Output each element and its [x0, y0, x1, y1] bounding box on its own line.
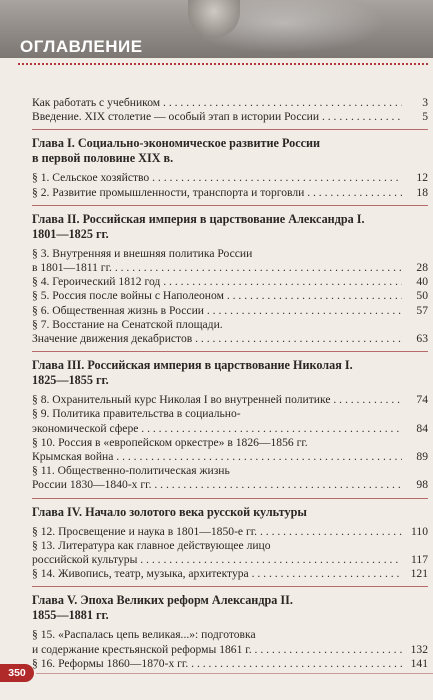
- toc-line: [32, 553, 428, 567]
- chapter-divider: [32, 129, 428, 130]
- toc-page-number: 40: [416, 275, 428, 289]
- toc-entry-text: § 1. Сельское хозяйство . . .: [32, 171, 402, 185]
- toc-section-entry: [32, 464, 428, 492]
- title-dotted-divider: [18, 63, 428, 65]
- chapter-heading: Глава IV. Начало золотого века русской культуры: [32, 504, 307, 519]
- toc-entry-text: § 11. Общественно-политическая жизнь: [32, 464, 230, 478]
- toc-section-entry: [32, 393, 428, 407]
- toc-entry-text: России 1830—1840-х гг. . . .: [32, 478, 402, 492]
- toc-entry-text: § 6. Общественная жизнь в России . . .: [32, 304, 402, 318]
- toc-page-number: 132: [410, 642, 428, 656]
- toc-section-entry: [32, 289, 428, 303]
- toc-page-number: 121: [410, 567, 428, 581]
- toc-intro-entry: [32, 110, 428, 124]
- toc-entry-text: § 15. «Распалась цепь великая...»: подготовка: [32, 628, 256, 642]
- toc-entry-text: § 9. Политика правительства в социально-: [32, 407, 241, 421]
- toc-section-entry: [32, 247, 428, 275]
- toc-entry-text: § 2. Развитие промышленности, транспорта и торговли . . .: [32, 186, 402, 200]
- toc-entry-text: российской культуры . . .: [32, 553, 402, 567]
- toc-line: [32, 275, 428, 289]
- page-title: ОГЛАВЛЕНИЕ: [20, 37, 143, 56]
- chapter-divider: [32, 205, 428, 206]
- toc-page-number: 98: [416, 478, 428, 492]
- page-number-badge: 350: [0, 664, 34, 682]
- toc-entry-text: § 13. Литература как главное действующее лицо: [32, 538, 271, 552]
- toc-entry-text: § 4. Героический 1812 год . . .: [32, 275, 402, 289]
- toc-page-number: 89: [416, 450, 428, 464]
- toc-intro-entry: [32, 96, 428, 110]
- toc-entry-text: § 16. Реформы 1860—1870-х гг. . . .: [32, 657, 402, 671]
- toc-line: [32, 261, 428, 275]
- chapter-heading: Глава III. Российская империя в царствование Николая I.: [32, 358, 353, 373]
- toc-page-number: 141: [410, 656, 428, 670]
- toc-page-number: 63: [416, 332, 428, 346]
- chapter-heading: Глава I. Социально-экономическое развитие России: [32, 136, 321, 151]
- toc-section-entry: [32, 407, 428, 435]
- toc-entry-text: Как работать с учебником . . .: [32, 96, 402, 110]
- chapter-divider: [32, 498, 428, 499]
- toc-line: [32, 407, 428, 421]
- toc-section-entry: [32, 525, 428, 539]
- page-header-banner: [0, 0, 433, 58]
- toc-line: [32, 525, 428, 539]
- toc-line: [32, 422, 428, 436]
- toc-section-entry: [32, 539, 428, 567]
- toc-line: [32, 332, 428, 346]
- toc-entry-text: Введение. XIX столетие — особый этап в истории России . . .: [32, 110, 402, 124]
- toc-entry-text: § 10. Россия в «европейском оркестре» в 1826—1856 гг.: [32, 435, 308, 449]
- chapter-heading: 1825—1855 гг.: [32, 373, 109, 388]
- chapter-divider: [32, 351, 428, 352]
- toc-entry-text: § 8. Охранительный курс Николая I во внутренней политике . . .: [32, 393, 402, 407]
- toc-entry-text: § 5. Россия после войны с Наполеоном . . .: [32, 289, 402, 303]
- toc-page-number: 18: [416, 185, 428, 199]
- toc-line: [32, 657, 428, 671]
- toc-entry-text: § 3. Внутренняя и внешняя политика России: [32, 246, 253, 260]
- toc-entry-text: и содержание крестьянской реформы 1861 г. . . .: [32, 643, 402, 657]
- toc-page-number: 74: [416, 393, 428, 407]
- chapter-heading: Глава II. Российская империя в царствование Александра I.: [32, 211, 365, 226]
- toc-page-number: 84: [416, 421, 428, 435]
- toc-line: [32, 186, 428, 200]
- toc-page-number: 3: [422, 96, 428, 109]
- toc-line: [32, 436, 428, 450]
- toc-line: [32, 289, 428, 303]
- toc-section-entry: [32, 657, 428, 671]
- toc-section-entry: [32, 567, 428, 581]
- toc-section-entry: [32, 275, 428, 289]
- toc-page-number: 117: [411, 553, 428, 567]
- toc-section-entry: [32, 628, 428, 656]
- toc-line: [32, 539, 428, 553]
- toc-line: [32, 171, 428, 185]
- toc-line: [32, 628, 428, 642]
- chapter-heading: в первой половине XIX в.: [32, 151, 174, 166]
- toc-section-entry: [32, 186, 428, 200]
- toc-line: [32, 478, 428, 492]
- toc-page-number: 5: [422, 110, 428, 124]
- toc-line: [32, 318, 428, 332]
- toc-line: [32, 247, 428, 261]
- toc-section-entry: [32, 436, 428, 464]
- table-of-contents: [32, 96, 428, 671]
- toc-line: [32, 643, 428, 657]
- chapter-heading: 1855—1881 гг.: [32, 608, 109, 623]
- toc-entry-text: § 12. Просвещение и наука в 1801—1850-е гг. . . .: [32, 525, 402, 539]
- toc-page-number: 110: [411, 524, 428, 538]
- toc-line: [32, 450, 428, 464]
- footer-rule: [36, 673, 433, 674]
- toc-section-entry: [32, 171, 428, 185]
- toc-entry-text: экономической сфере . . .: [32, 422, 402, 436]
- toc-line: [32, 304, 428, 318]
- toc-page-number: 50: [416, 289, 428, 303]
- toc-section-entry: [32, 318, 428, 346]
- toc-line: [32, 464, 428, 478]
- chapter-divider: [32, 586, 428, 587]
- chapter-heading: 1801—1825 гг.: [32, 226, 109, 241]
- toc-entry-text: § 14. Живопись, театр, музыка, архитектура . . .: [32, 567, 402, 581]
- toc-line: [32, 567, 428, 581]
- toc-page-number: 28: [416, 261, 428, 275]
- toc-entry-text: Крымская война . . .: [32, 450, 402, 464]
- toc-line: [32, 393, 428, 407]
- toc-page-number: 57: [416, 303, 428, 317]
- toc-entry-text: в 1801—1811 гг. . . .: [32, 261, 402, 275]
- toc-entry-text: Значение движения декабристов . . .: [32, 332, 402, 346]
- toc-section-entry: [32, 304, 428, 318]
- toc-page-number: 12: [416, 171, 428, 185]
- chapter-heading: Глава V. Эпоха Великих реформ Александра II.: [32, 593, 293, 608]
- toc-entry-text: § 7. Восстание на Сенатской площади.: [32, 317, 223, 331]
